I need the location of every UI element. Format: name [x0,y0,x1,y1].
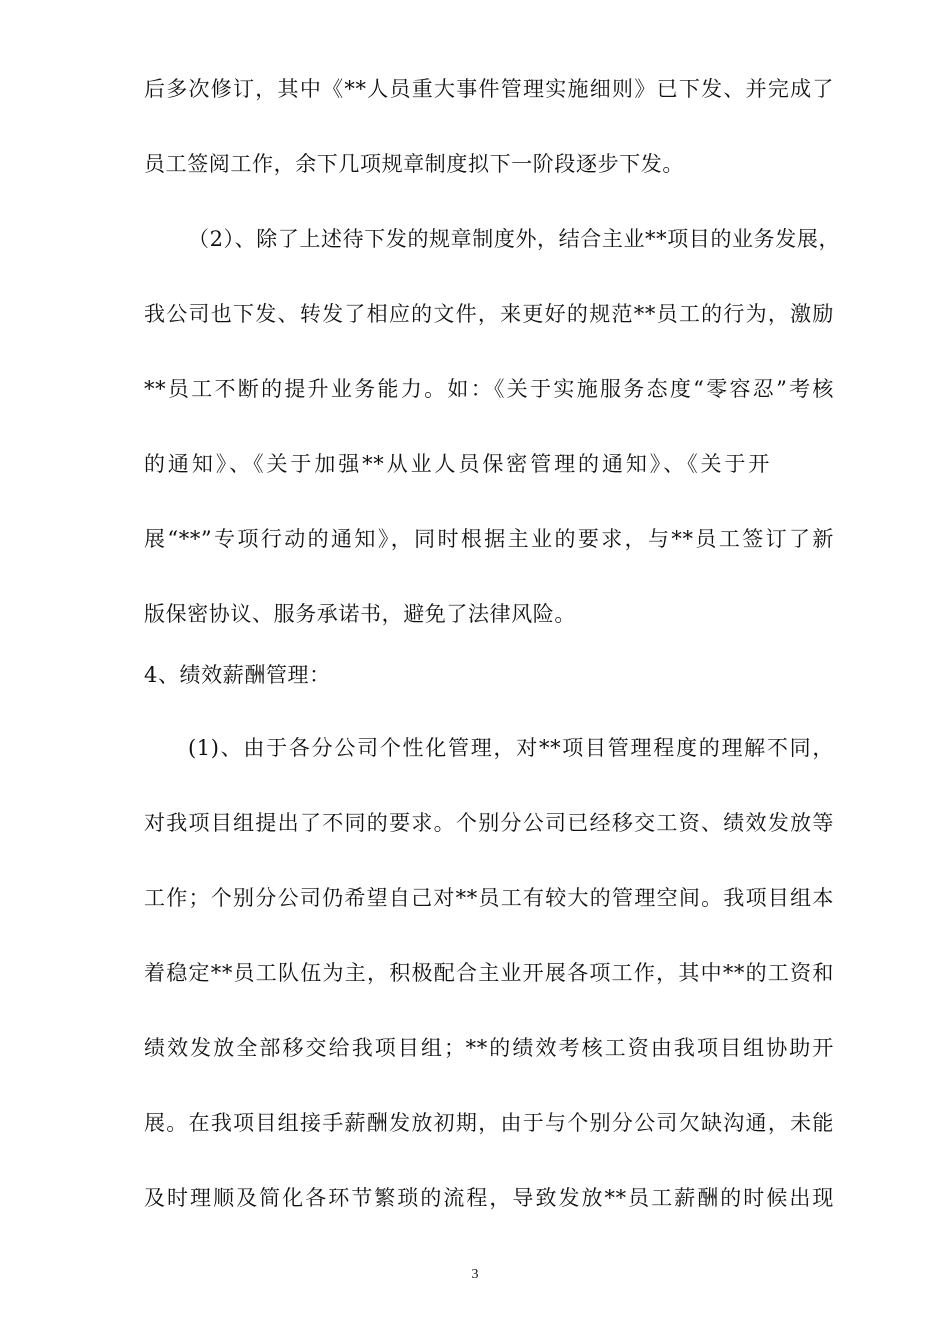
text-line: 员工签阅工作，余下几项规章制度拟下一阶段逐步下发。 [144,152,684,176]
text-line: 着稳定**员工队伍为主，积极配合主业开展各项工作，其中**的工资和 [144,961,834,985]
text-line: 后多次修订，其中《**人员重大事件管理实施细则》已下发、并完成了 [144,77,834,101]
page-number: 3 [471,1267,479,1282]
text-line: (1)、由于各分公司个性化管理，对**项目管理程度的理解不同， [188,736,834,760]
text-line: 展“**”专项行动的通知》，同时根据主业的要求，与**员工签订了新 [144,527,834,551]
text-line: 工作；个别分公司仍希望自己对**员工有较大的管理空间。我项目组本 [144,886,834,910]
text-line: 展。在我项目组接手薪酬发放初期，由于与个别分公司欠缺沟通，未能 [144,1111,834,1135]
text-line: 版保密协议、服务承诺书，避免了法律风险。 [144,602,576,626]
text-line: 的通知》、《关于加强**从业人员保密管理的通知》、《关于开 [144,452,770,476]
text-line: 我公司也下发、转发了相应的文件，来更好的规范**员工的行为，激励 [144,302,834,326]
text-line: 及时理顺及简化各环节繁琐的流程，导致发放**员工薪酬的时候出现 [144,1186,834,1210]
text-line: （2）、除了上述待下发的规章制度外，结合主业**项目的业务发展， [188,227,841,251]
text-line: 绩效发放全部移交给我项目组；**的绩效考核工资由我项目组协助开 [144,1036,834,1060]
text-line: **员工不断的提升业务能力。如：《关于实施服务态度“零容忍”考核 [144,377,834,401]
section-heading: 4、绩效薪酬管理： [144,663,331,687]
text-line: 对我项目组提出了不同的要求。个别分公司已经移交工资、绩效发放等 [144,811,834,835]
